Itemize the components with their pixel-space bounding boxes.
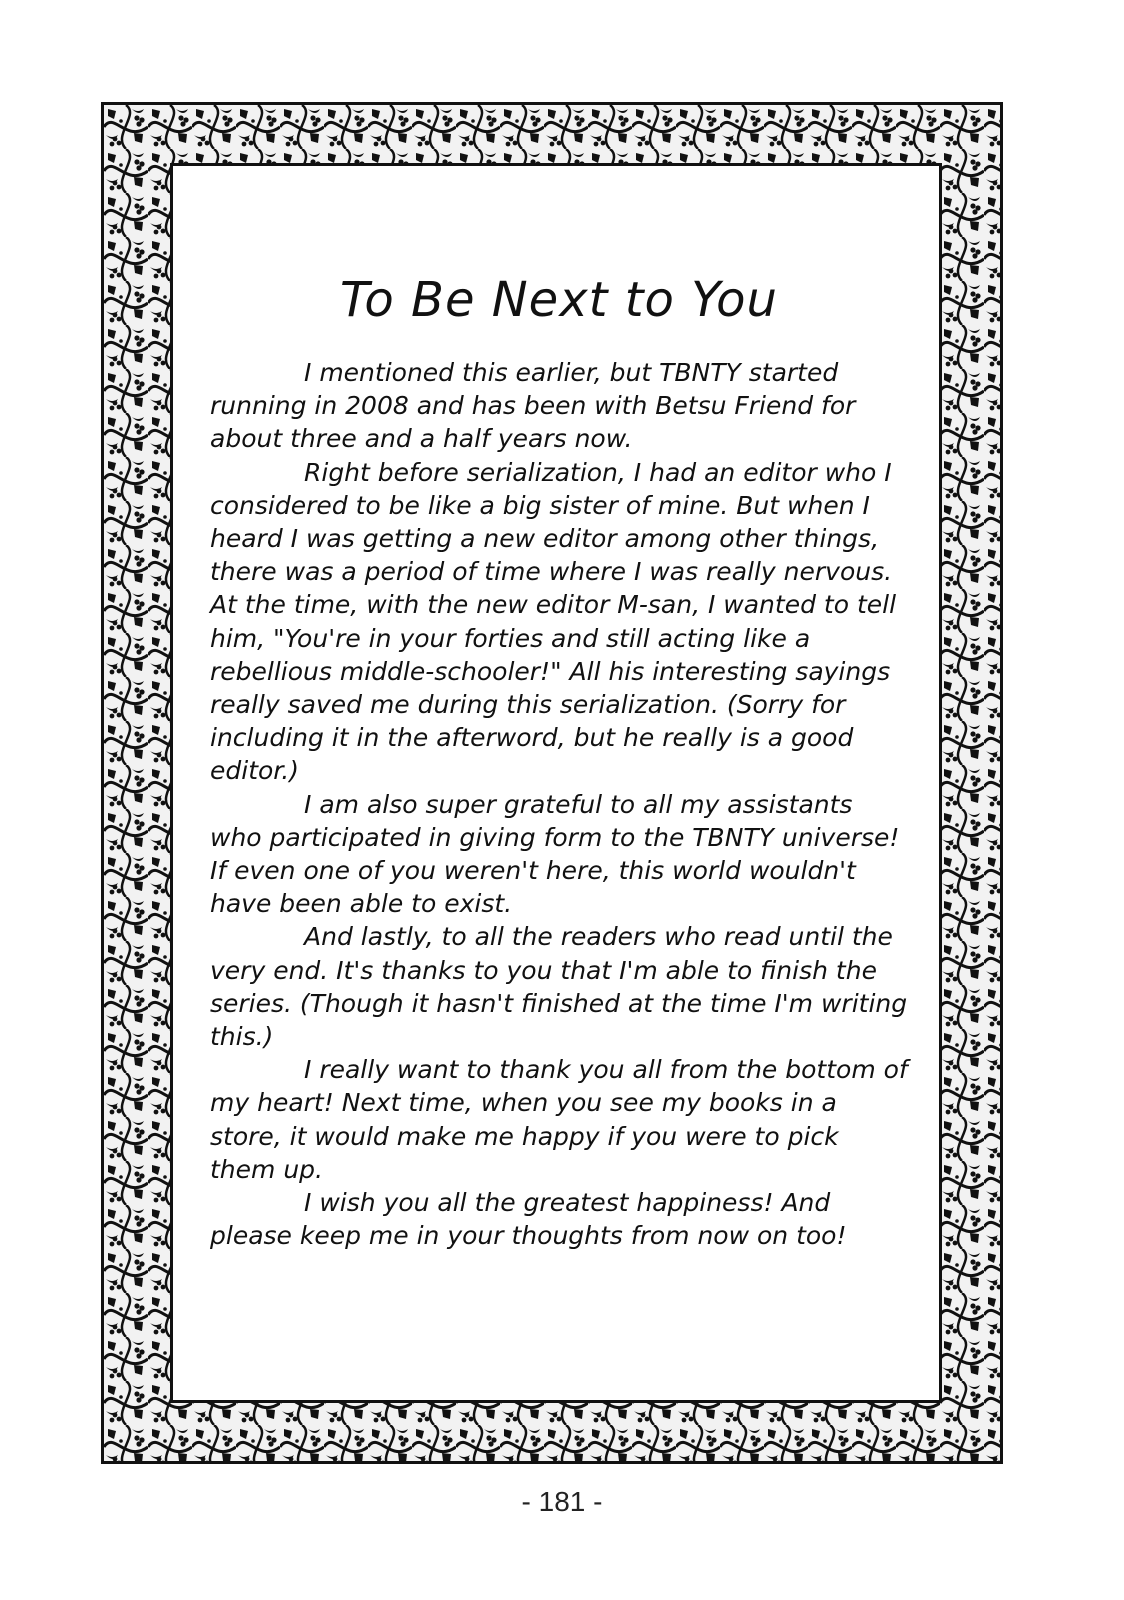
text-panel <box>170 163 942 1403</box>
page-title: To Be Next to You <box>340 272 778 328</box>
paragraph: I wish you all the greatest happiness! And please keep me in your thoughts from now on too! <box>210 1188 847 1251</box>
paragraph: I really want to thank you all from the bottom of my heart! Next time, when you see my books in a store, it would make me happy if you were to pick them up. <box>210 1055 908 1184</box>
ornamental-border <box>101 102 1003 1464</box>
paragraph: I mentioned this earlier, but TBNTY started running in 2008 and has been with Betsu Friend for about three and a half years now. <box>210 358 856 454</box>
paragraph: I am also super grateful to all my assistants who participated in giving form to the TBNTY universe! If even one of you weren't here, this world wouldn't have been able to exist. <box>210 789 900 919</box>
paragraph: Right before serialization, I had an editor who I considered to be like a big sister of mine. But when I heard I was getting a new editor among other things, there was a period of time where I was really nervous. At the time, with the new editor M-san, I wanted to tell him, "You're in your forties and still acting like a rebellious middle-schooler!" All his interesting sayings really saved me during this serialization. (Sorry for including it in the afterword, but he really is a good editor.) <box>210 457 897 786</box>
afterword-text <box>210 356 910 1252</box>
paragraph: And lastly, to all the readers who read until the very end. It's thanks to you that I'm able to finish the series. (Though it hasn't finished at the time I'm writing this.) <box>210 922 908 1052</box>
page-number: - 181 - <box>521 1486 603 1517</box>
